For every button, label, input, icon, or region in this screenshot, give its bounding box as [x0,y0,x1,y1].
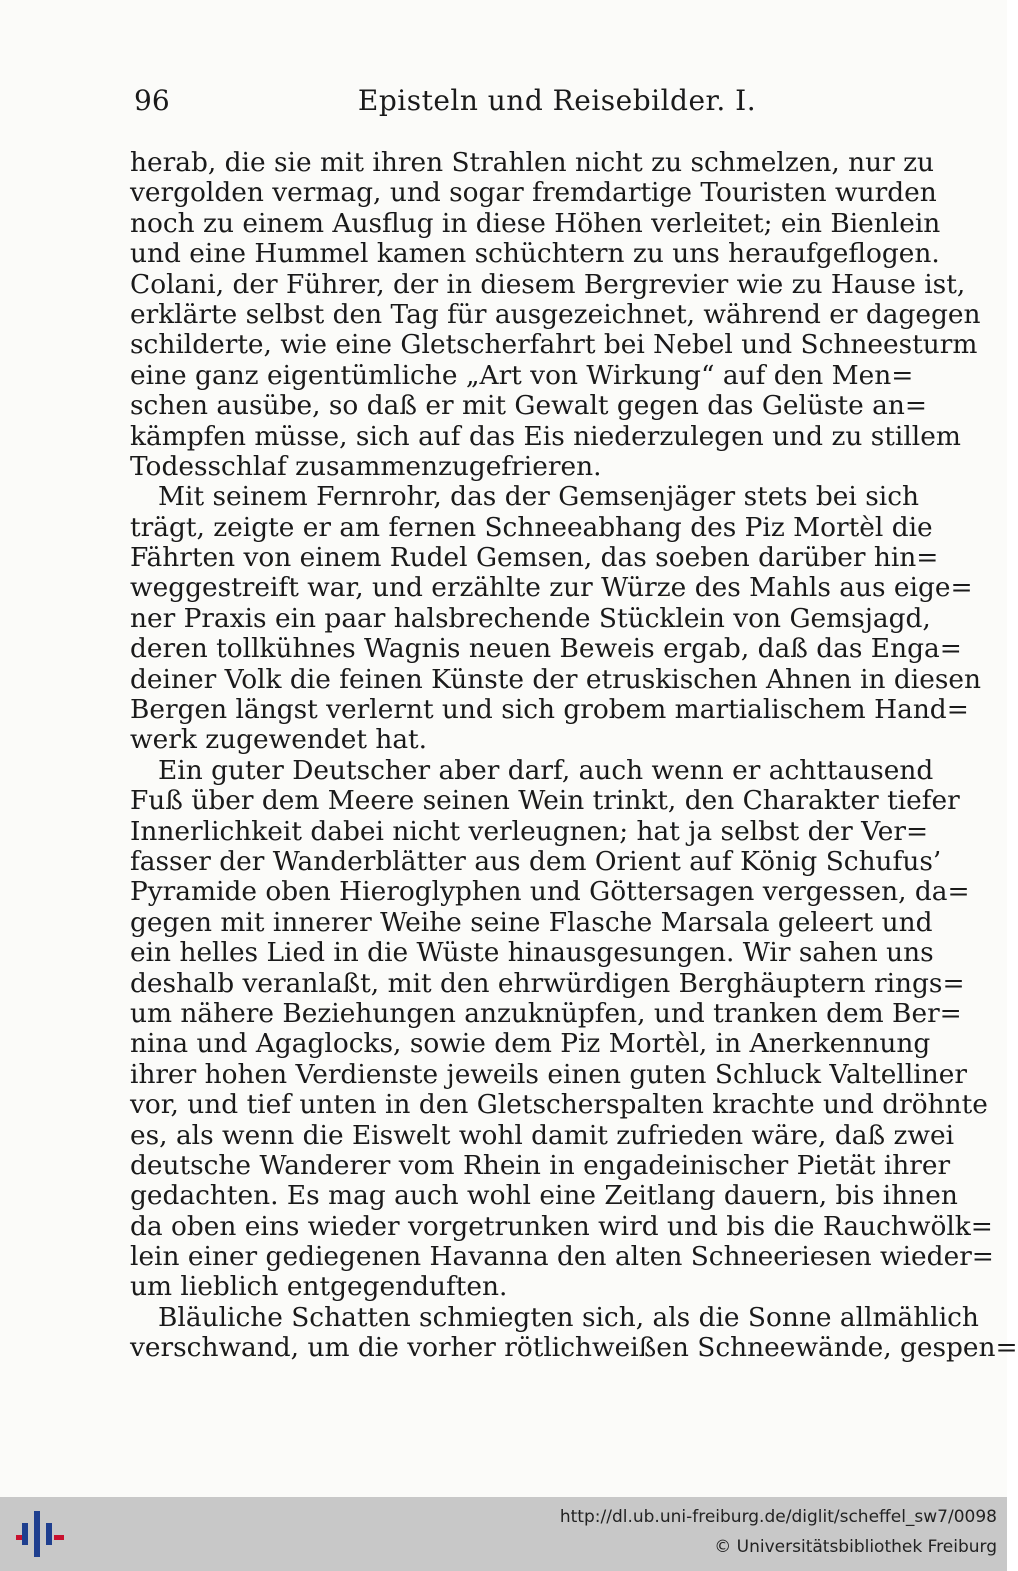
running-title: Episteln und Reisebilder. I. [357,84,757,117]
text-line: um lieblich entgegenduften. [130,1271,508,1303]
footer-bar [0,1497,1007,1571]
text-line: Colani, der Führer, der in diesem Bergrevier wie zu Hause ist, [130,268,966,300]
text-line: ner Praxis ein paar halsbrechende Stücklein von Gemsjagd, [130,602,931,634]
paragraph [130,481,982,756]
text-line: Bläuliche Schatten schmiegten sich, als die Sonne allmählich [158,1301,979,1333]
text-line: fasser der Wanderblätter aus dem Orient auf König Schufus’ [130,845,942,877]
text-line: um nähere Beziehungen anzuknüpfen, und tranken dem Ber= [130,997,962,1029]
text-line: schilderte, wie eine Gletscherfahrt bei Nebel und Schneesturm [130,329,978,361]
body-text [130,147,1018,1364]
text-line: herab, die sie mit ihren Strahlen nicht zu schmelzen, nur zu [130,147,935,178]
text-line: Todesschlaf zusammenzugefrieren. [130,450,602,482]
footer-url-link[interactable]: http://dl.ub.uni-freiburg.de/diglit/scheffel_sw7/0098 [559,1507,997,1527]
text-line: vergolden vermag, und sogar fremdartige Touristen wurden [130,177,937,209]
text-line: es, als wenn die Eiswelt wohl damit zufrieden wäre, daß zwei [130,1119,955,1151]
text-line: eine ganz eigentümliche „Art von Wirkung“ auf den Men= [130,359,914,391]
text-line: Fuß über dem Meere seinen Wein trinkt, den Charakter tiefer [130,785,960,817]
text-line: deutsche Wanderer vom Rhein in engadeinischer Pietät ihrer [130,1149,951,1181]
text-line: kämpfen müsse, sich auf das Eis niederzulegen und zu stillem [130,420,961,452]
text-line: schen ausübe, so daß er mit Gewalt gegen das Gelüste an= [130,390,927,422]
ub-freiburg-logo-icon[interactable] [16,1505,64,1563]
text-line: weggestreift war, und erzählte zur Würze des Mahls aus eige= [130,572,973,604]
text-line: lein einer gediegenen Havanna den alten Schneeriesen wieder= [130,1241,994,1273]
text-line: deshalb veranlaßt, mit den ehrwürdigen Berghäuptern rings= [130,967,965,999]
text-line: Bergen längst verlernt und sich grobem martialischem Hand= [130,694,969,726]
text-line: Ein guter Deutscher aber darf, auch wenn er achttausend [158,754,934,786]
text-line: werk zugewendet hat. [130,724,428,756]
page-header [132,78,912,130]
text-line: Mit seinem Fernrohr, das der Gemsenjäger stets bei sich [158,481,919,513]
paragraph [130,1301,1018,1364]
text-line: deren tollkühnes Wagnis neuen Beweis ergab, daß das Enga= [130,633,962,665]
text-line: ihrer hohen Verdienste jeweils einen guten Schluck Valtelliner [130,1058,967,1090]
text-line: und eine Hummel kamen schüchtern zu uns heraufgeflogen. [130,238,940,270]
text-line: da oben eins wieder vorgetrunken wird und bis die Rauchwölk= [130,1210,993,1242]
text-line: vor, und tief unten in den Gletscherspalten krachte und dröhnte [130,1089,988,1121]
text-line: deiner Volk die feinen Künste der etruskischen Ahnen in diesen [130,663,982,695]
paragraph [130,147,981,482]
text-line: trägt, zeigte er am fernen Schneeabhang des Piz Mortèl die [130,511,933,543]
text-line: Innerlichkeit dabei nicht verleugnen; hat ja selbst der Ver= [130,815,929,847]
text-line: erklärte selbst den Tag für ausgezeichnet, während er dagegen [130,298,981,330]
text-line: Fährten von einem Rudel Gemsen, das soeben darüber hin= [130,542,939,574]
text-line: verschwand, um die vorher rötlichweißen Schneewände, gespen= [130,1332,1018,1364]
footer-copyright: © Universitätsbibliothek Freiburg [714,1537,997,1557]
text-line: gedachten. Es mag auch wohl eine Zeitlang dauern, bis ihnen [130,1180,958,1212]
text-line: noch zu einem Ausflug in diese Höhen verleitet; ein Bienlein [130,207,941,239]
text-line: Pyramide oben Hieroglyphen und Göttersagen vergessen, da= [130,876,970,908]
paragraph [130,754,994,1303]
text-line: nina und Agaglocks, sowie dem Piz Mortèl, in Anerkennung [130,1028,931,1060]
page-number: 96 [134,84,170,117]
text-line: gegen mit innerer Weihe seine Flasche Marsala geleert und [130,906,933,938]
text-line: ein helles Lied in die Wüste hinausgesungen. Wir sahen uns [130,937,934,969]
